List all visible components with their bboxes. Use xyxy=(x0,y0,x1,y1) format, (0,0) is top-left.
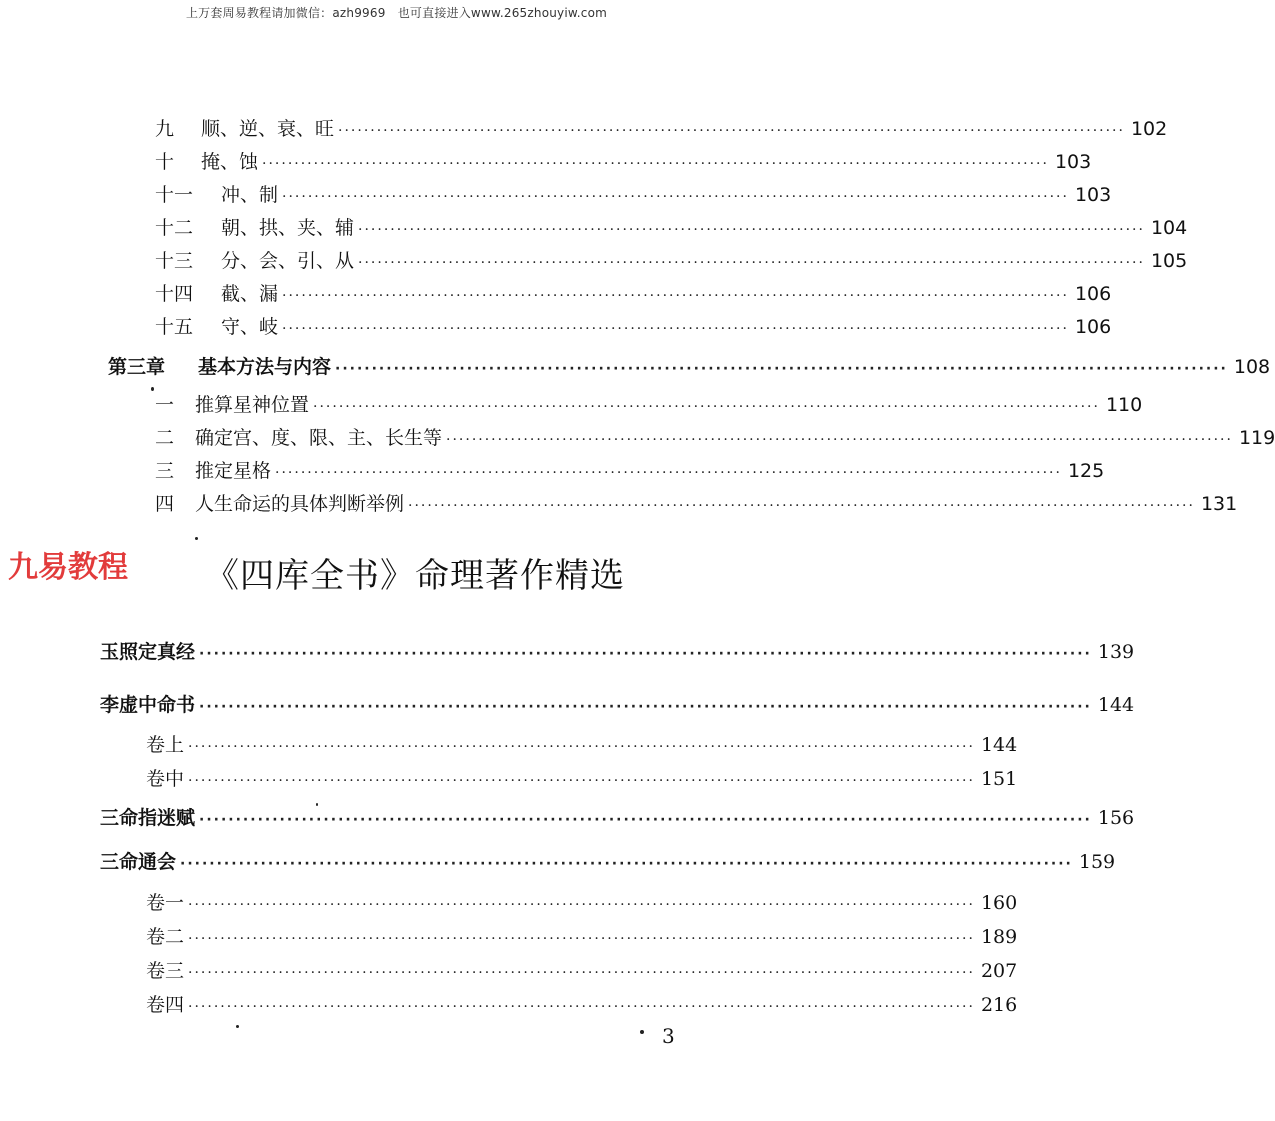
book-entry[interactable] xyxy=(100,803,1135,830)
volume-title: 卷三 xyxy=(146,960,185,982)
scan-speck xyxy=(195,537,198,540)
page-number: 3 xyxy=(662,1024,675,1048)
entry-title: 推定星格 xyxy=(195,460,272,482)
dot-leader: ·························································································································· xyxy=(282,189,1069,205)
dot-leader: ·························································································································· xyxy=(188,965,975,981)
book-page: 144 xyxy=(1097,694,1135,716)
dot-leader: ·························································································································· xyxy=(338,123,1125,139)
book-entry[interactable] xyxy=(100,690,1135,717)
entry-number: 一 xyxy=(155,394,175,416)
dot-leader: ·························································································································· xyxy=(180,856,1073,872)
entry-page: 125 xyxy=(1067,460,1105,482)
dot-leader: ·························································································································· xyxy=(199,699,1092,715)
entry-number: 二 xyxy=(155,427,175,449)
entry-number: 四 xyxy=(155,493,175,515)
entry-number: 十三 xyxy=(155,250,194,272)
toc-entry[interactable] xyxy=(155,312,1112,339)
book-title: 三命通会 xyxy=(100,851,177,873)
dot-leader: ·························································································································· xyxy=(199,646,1092,662)
watermark-logo: 九易教程 xyxy=(8,550,128,585)
volume-title: 卷四 xyxy=(146,994,185,1016)
dot-leader: ·························································································································· xyxy=(282,288,1069,304)
entry-title: 截、漏 xyxy=(221,283,279,305)
entry-page: 103 xyxy=(1054,151,1092,173)
toc-entry[interactable] xyxy=(155,147,1092,174)
volume-title: 卷二 xyxy=(146,926,185,948)
entry-page: 119 xyxy=(1238,427,1275,449)
toc-entry[interactable] xyxy=(155,246,1188,273)
volume-entry[interactable] xyxy=(146,888,1018,915)
volume-page: 216 xyxy=(980,994,1018,1016)
scan-speck xyxy=(640,1030,644,1034)
dot-leader: ·························································································································· xyxy=(188,739,975,755)
entry-title: 分、会、引、从 xyxy=(221,250,355,272)
toc-entry[interactable] xyxy=(155,114,1168,141)
dot-leader: ·························································································································· xyxy=(188,773,975,789)
chapter-page: 108 xyxy=(1233,356,1271,378)
entry-title: 顺、逆、衰、旺 xyxy=(201,118,335,140)
dot-leader: ·························································································································· xyxy=(408,498,1195,514)
dot-leader: ·························································································································· xyxy=(313,399,1100,415)
entry-number: 十一 xyxy=(155,184,194,206)
entry-number: 十五 xyxy=(155,316,194,338)
chapter-title: 基本方法与内容 xyxy=(198,356,332,378)
entry-page: 110 xyxy=(1105,394,1143,416)
book-page: 159 xyxy=(1078,851,1116,873)
book-title: 李虚中命书 xyxy=(100,694,196,716)
entry-page: 103 xyxy=(1074,184,1112,206)
entry-page: 106 xyxy=(1074,316,1112,338)
toc-entry[interactable] xyxy=(155,213,1188,240)
entry-title: 朝、拱、夹、辅 xyxy=(221,217,355,239)
book-title: 玉照定真经 xyxy=(100,641,196,663)
volume-entry[interactable] xyxy=(146,922,1018,949)
dot-leader: ·························································································································· xyxy=(188,931,975,947)
entry-title: 人生命运的具体判断举例 xyxy=(195,493,405,515)
entry-number: 十二 xyxy=(155,217,194,239)
dot-leader: ·························································································································· xyxy=(358,222,1145,238)
entry-title: 冲、制 xyxy=(221,184,279,206)
toc-entry[interactable] xyxy=(155,279,1112,306)
entry-number: 三 xyxy=(155,460,175,482)
book-title: 三命指迷赋 xyxy=(100,807,196,829)
page-header: 上万套周易教程请加微信：azh9969 也可直接进入www.265zhouyiw.com xyxy=(185,6,608,20)
book-page: 139 xyxy=(1097,641,1135,663)
entry-page: 104 xyxy=(1150,217,1188,239)
volume-entry[interactable] xyxy=(146,990,1018,1017)
dot-leader: ·························································································································· xyxy=(282,321,1069,337)
volume-page: 160 xyxy=(980,892,1018,914)
book-page: 156 xyxy=(1097,807,1135,829)
scan-speck xyxy=(236,1025,239,1028)
volume-title: 卷一 xyxy=(146,892,185,914)
entry-number: 十四 xyxy=(155,283,194,305)
section-title: 《四库全书》命理著作精选 xyxy=(205,556,625,596)
toc-entry[interactable] xyxy=(155,456,1105,483)
volume-title: 卷中 xyxy=(146,768,185,790)
dot-leader: ·························································································································· xyxy=(188,897,975,913)
volume-entry[interactable] xyxy=(146,956,1018,983)
entry-page: 106 xyxy=(1074,283,1112,305)
chapter-number: 第三章 xyxy=(108,356,166,378)
entry-number: 十 xyxy=(155,151,175,173)
entry-page: 105 xyxy=(1150,250,1188,272)
volume-entry[interactable] xyxy=(146,764,1018,791)
scan-speck xyxy=(316,803,318,806)
volume-title: 卷上 xyxy=(146,734,185,756)
entry-title: 掩、蚀 xyxy=(201,151,259,173)
dot-leader: ·························································································································· xyxy=(275,465,1062,481)
book-entry[interactable] xyxy=(100,637,1135,664)
entry-title: 推算星神位置 xyxy=(195,394,310,416)
dot-leader: ·························································································································· xyxy=(335,361,1228,377)
entry-page: 131 xyxy=(1200,493,1238,515)
dot-leader: ·························································································································· xyxy=(358,255,1145,271)
toc-entry[interactable] xyxy=(155,390,1143,417)
scan-speck xyxy=(151,387,154,391)
volume-page: 144 xyxy=(980,734,1018,756)
entry-title: 守、岐 xyxy=(221,316,279,338)
dot-leader: ·························································································································· xyxy=(199,812,1092,828)
toc-entry[interactable] xyxy=(155,489,1238,516)
entry-title: 确定宫、度、限、主、长生等 xyxy=(195,427,443,449)
volume-entry[interactable] xyxy=(146,730,1018,757)
toc-entry[interactable] xyxy=(155,180,1112,207)
volume-page: 207 xyxy=(980,960,1018,982)
chapter-heading[interactable] xyxy=(108,352,1271,379)
dot-leader: ·························································································································· xyxy=(188,999,975,1015)
volume-page: 189 xyxy=(980,926,1018,948)
dot-leader: ·························································································································· xyxy=(262,156,1049,172)
book-entry[interactable] xyxy=(100,847,1116,874)
dot-leader: ·························································································································· xyxy=(446,432,1233,448)
entry-number: 九 xyxy=(155,118,175,140)
entry-page: 102 xyxy=(1130,118,1168,140)
toc-entry[interactable] xyxy=(155,423,1275,450)
volume-page: 151 xyxy=(980,768,1018,790)
